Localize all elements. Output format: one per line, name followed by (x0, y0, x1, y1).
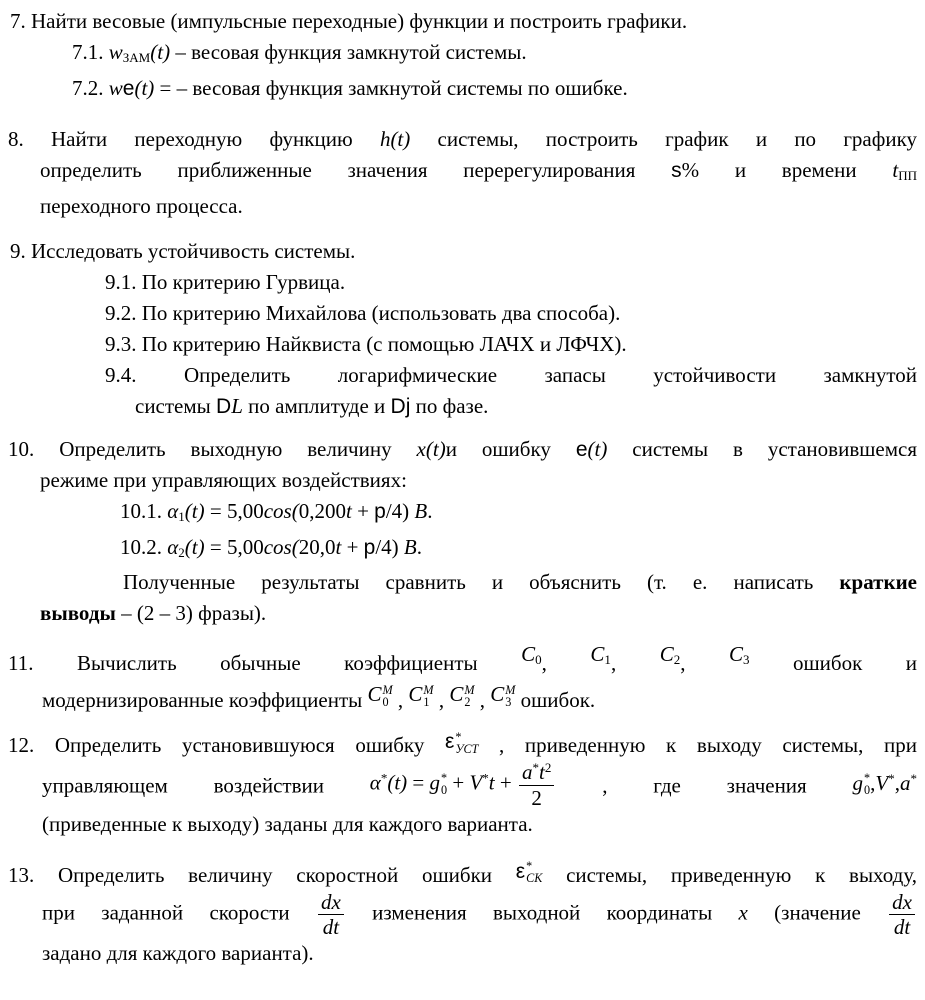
text-run: 0 (535, 652, 542, 668)
text-run: h(t) (379, 126, 411, 151)
raised-formula (368, 679, 393, 710)
text-run: режиме при управляющих воздействиях: (40, 467, 407, 492)
text-run: ЗАМ (122, 49, 151, 65)
raised-formula (370, 761, 557, 808)
text-run: % и времени (681, 157, 893, 182)
text-run: 1 (178, 508, 185, 524)
sub-sup-stack (505, 685, 515, 708)
item-10-note-line-1 (123, 567, 917, 598)
item-10-note-line-2 (40, 598, 917, 629)
item-7-2 (72, 73, 917, 104)
text-run: ПП (898, 167, 917, 183)
item-10-line-2 (40, 465, 917, 496)
text-run: g (429, 770, 441, 795)
text-run: 13. Определить величину скоростной ошибки (8, 862, 516, 887)
text-run: t (345, 498, 352, 523)
raised-formula (853, 763, 917, 799)
fraction (887, 891, 917, 938)
item-9-4-line-1 (105, 360, 917, 391)
text-run: (значение (747, 900, 888, 925)
item-9-4-line-2 (135, 391, 917, 422)
text-run: α (167, 498, 179, 523)
fraction-denominator (531, 786, 542, 809)
stack-top: M (423, 683, 434, 698)
text-run: , (870, 770, 876, 795)
text-run: * (532, 760, 539, 776)
text-run: x (738, 900, 748, 925)
fraction-denominator (323, 915, 339, 938)
text-run: 1 (604, 652, 611, 668)
text-run: p (374, 499, 386, 523)
stack-bottom: 0 (382, 694, 389, 709)
text-run: 7.1. (72, 40, 109, 64)
text-run: p (363, 535, 376, 559)
text-run: * (888, 770, 895, 786)
raised-formula (449, 679, 474, 710)
text-run: C (490, 682, 505, 707)
text-run: системы в установившемся (607, 436, 917, 461)
text-run: 10.2. (120, 534, 168, 559)
text-run: C (408, 682, 423, 707)
text-run: dt (322, 914, 340, 939)
text-run: = (407, 770, 430, 795)
text-run: * (910, 770, 917, 786)
text-run: ( (291, 498, 299, 523)
text-run: V (875, 770, 889, 795)
text-run: 20,0 (298, 534, 336, 559)
stack-bottom: УСТ (455, 741, 479, 756)
stack-top: * (526, 859, 533, 874)
item-10-line-1 (8, 434, 917, 465)
text-run: (t) (587, 436, 608, 461)
fraction (517, 761, 556, 808)
text-run: t (335, 534, 342, 559)
stack-bottom: 0 (441, 783, 448, 798)
text-run: . (427, 498, 433, 523)
text-run: (t) (184, 534, 205, 559)
text-run: модернизированные коэффициенты (42, 688, 368, 713)
fraction-numerator (889, 891, 915, 915)
item-13-line-2 (42, 891, 917, 938)
text-run: (t) (184, 498, 205, 523)
text-run: = 5,00 (204, 534, 264, 559)
text-run: 10. Определить выходную величину (8, 436, 417, 461)
text-run: системы (135, 393, 217, 418)
stack-top: M (382, 683, 393, 698)
text-run: dt (893, 914, 911, 939)
text-run: + (341, 534, 364, 559)
text-run: V (469, 770, 483, 795)
text-run: , (610, 651, 660, 676)
raised-formula (521, 639, 542, 675)
text-run: , где значения (556, 773, 853, 798)
text-run: системы, построить график и по графику (410, 126, 917, 151)
raised-formula (729, 639, 750, 675)
item-10-2 (120, 532, 917, 568)
item-9-3 (105, 329, 917, 360)
text-run: α (369, 770, 381, 795)
text-run: 0,200 (298, 498, 346, 523)
text-run: t (539, 760, 545, 785)
stack-top: * (864, 771, 871, 786)
text-run: Полученные результаты сравнить и объяснить (т. е. написать (123, 570, 840, 595)
text-run: и ошибку (445, 436, 576, 461)
text-run: w (108, 40, 123, 64)
item-8-line-3 (40, 191, 917, 222)
text-run: + (447, 770, 470, 795)
text-run: , (433, 688, 450, 713)
raised-formula (516, 856, 543, 887)
item-13-line-3 (42, 938, 917, 969)
text-run: краткие (839, 570, 917, 595)
text-run: по амплитуде и (242, 393, 391, 418)
text-run: , (541, 651, 591, 676)
text-run: dx (892, 889, 912, 914)
item-10-1 (120, 496, 917, 532)
item-13-line-1 (8, 856, 917, 891)
text-run: , (894, 770, 900, 795)
text-run: = 5,00 (204, 498, 264, 523)
text-run: g (852, 770, 864, 795)
raised-formula (490, 679, 515, 710)
item-11-line-1 (8, 639, 917, 679)
text-run: при заданной скорости (42, 900, 316, 925)
text-run: задано для каждого варианта). (42, 940, 314, 965)
text-run: , приведенную к выходу системы, при (478, 733, 917, 758)
text-run: (t) (134, 75, 155, 100)
text-run: dx (321, 889, 341, 914)
text-run: 2 (531, 785, 542, 810)
text-run: (приведенные к выходу) заданы для каждого варианта. (42, 811, 533, 836)
fraction-denominator (894, 915, 910, 938)
text-run: 2 (673, 652, 681, 668)
sub-sup-stack (464, 685, 474, 708)
text-run: a (899, 770, 911, 795)
sub-sup-stack (423, 685, 433, 708)
text-run: 7. Найти весовые (импульсные переходные) функции и построить графики. (10, 9, 688, 33)
text-run: В (403, 534, 417, 559)
text-run: 9.4. Определить логарифмические запасы устойчивости замкнутой (105, 362, 917, 387)
text-run: ( (291, 534, 299, 559)
item-12-line-2 (42, 761, 917, 808)
text-run: 7.2. (72, 75, 109, 100)
sub-sup-stack (383, 685, 393, 708)
text-run: α (167, 534, 179, 559)
item-12-line-1 (8, 726, 917, 761)
text-run: + (351, 498, 375, 523)
text-run: управляющем воздействии (42, 773, 370, 798)
fraction-numerator (318, 891, 344, 915)
text-run: 9. Исследовать устойчивость системы. (10, 238, 356, 263)
sub-sup-stack (526, 861, 542, 884)
text-run: 10.1. (120, 498, 168, 523)
text-run: 2 (178, 544, 185, 560)
stack-top: * (441, 771, 448, 786)
text-run: е (122, 76, 135, 100)
item-7-1 (72, 37, 917, 73)
text-run: a (521, 760, 533, 785)
item-9-1 (105, 267, 917, 298)
item-12-line-3 (42, 809, 917, 840)
stack-bottom: 3 (505, 694, 512, 709)
text-run: ошибок. (515, 688, 596, 713)
sub-sup-stack (455, 732, 478, 755)
text-run: 12. Определить установившуюся ошибку (8, 733, 445, 758)
fraction (316, 891, 346, 938)
stack-top: M (505, 683, 516, 698)
stack-bottom: 0 (864, 783, 871, 798)
text-run: , (392, 688, 409, 713)
text-run: C (728, 642, 743, 667)
text-run: – весовая функция замкнутой системы. (170, 40, 527, 64)
text-run: + (494, 770, 517, 795)
text-run: 2 (544, 760, 552, 776)
text-run: = – весовая функция замкнутой системы по ошибке. (154, 75, 628, 100)
text-run: 9.1. По критерию Гурвица. (105, 269, 346, 294)
text-run: 3 (742, 652, 750, 668)
text-run: 9.2. По критерию Михайлова (использовать два способа). (105, 300, 621, 325)
text-run: – (2 – 3) фразы). (115, 601, 267, 626)
raised-formula (590, 639, 611, 675)
text-run: 8. Найти переходную функцию (8, 126, 380, 151)
text-run: (t) (150, 40, 171, 64)
fraction-numerator (519, 761, 554, 785)
stack-top: M (464, 683, 475, 698)
text-run: C (367, 682, 382, 707)
stack-bottom: СК (526, 870, 543, 885)
text-run: C (659, 642, 674, 667)
text-run: /4) (375, 534, 404, 559)
text-run: x(t) (416, 436, 446, 461)
text-run: . (416, 534, 422, 559)
text-run: ε (515, 859, 526, 883)
text-run: ошибок и (749, 651, 918, 676)
text-run: изменения выходной координаты (345, 900, 739, 925)
text-run: ε (444, 730, 455, 754)
text-run: C (521, 642, 536, 667)
text-run: * (482, 770, 489, 786)
text-run: * (380, 770, 388, 786)
raised-formula (445, 726, 478, 757)
stack-bottom: 2 (464, 694, 471, 709)
text-run: t (892, 157, 899, 182)
item-8-line-1 (8, 124, 917, 155)
text-run: выводы (40, 601, 116, 626)
text-run: C (449, 682, 464, 707)
text-run: переходного процесса. (40, 193, 243, 218)
text-run: определить приближенные значения перерегулирования (40, 157, 672, 182)
item-7-heading (10, 6, 917, 37)
raised-formula (660, 639, 681, 675)
text-run: s (671, 158, 682, 182)
text-run: (t) (387, 770, 408, 795)
text-run: , (680, 651, 729, 676)
item-9-2 (105, 298, 917, 329)
text-run: D (216, 394, 232, 418)
text-run: C (590, 642, 605, 667)
stack-bottom: 1 (423, 694, 430, 709)
text-run: е (575, 437, 588, 461)
text-run: 9.3. По критерию Найквиста (с помощью ЛАЧХ и ЛФЧХ). (105, 331, 627, 356)
text-run: , (474, 688, 491, 713)
text-run: /4) (385, 498, 415, 523)
raised-formula (408, 679, 433, 710)
item-8-line-2 (40, 155, 917, 191)
text-run: cos (263, 498, 292, 523)
text-run: 11. Вычислить обычные коэффициенты (8, 651, 522, 676)
text-run: по фазе. (410, 393, 489, 418)
stack-top: * (455, 730, 462, 745)
text-run: t (488, 770, 495, 795)
text-run: В (414, 498, 428, 523)
text-run: w (108, 75, 123, 100)
text-run: Dj (390, 394, 411, 418)
item-9-heading (10, 236, 917, 267)
text-run: L (231, 393, 243, 418)
text-run: cos (263, 534, 292, 559)
item-11-line-2 (42, 679, 917, 716)
text-run: системы, приведенную к выходу, (542, 862, 917, 887)
